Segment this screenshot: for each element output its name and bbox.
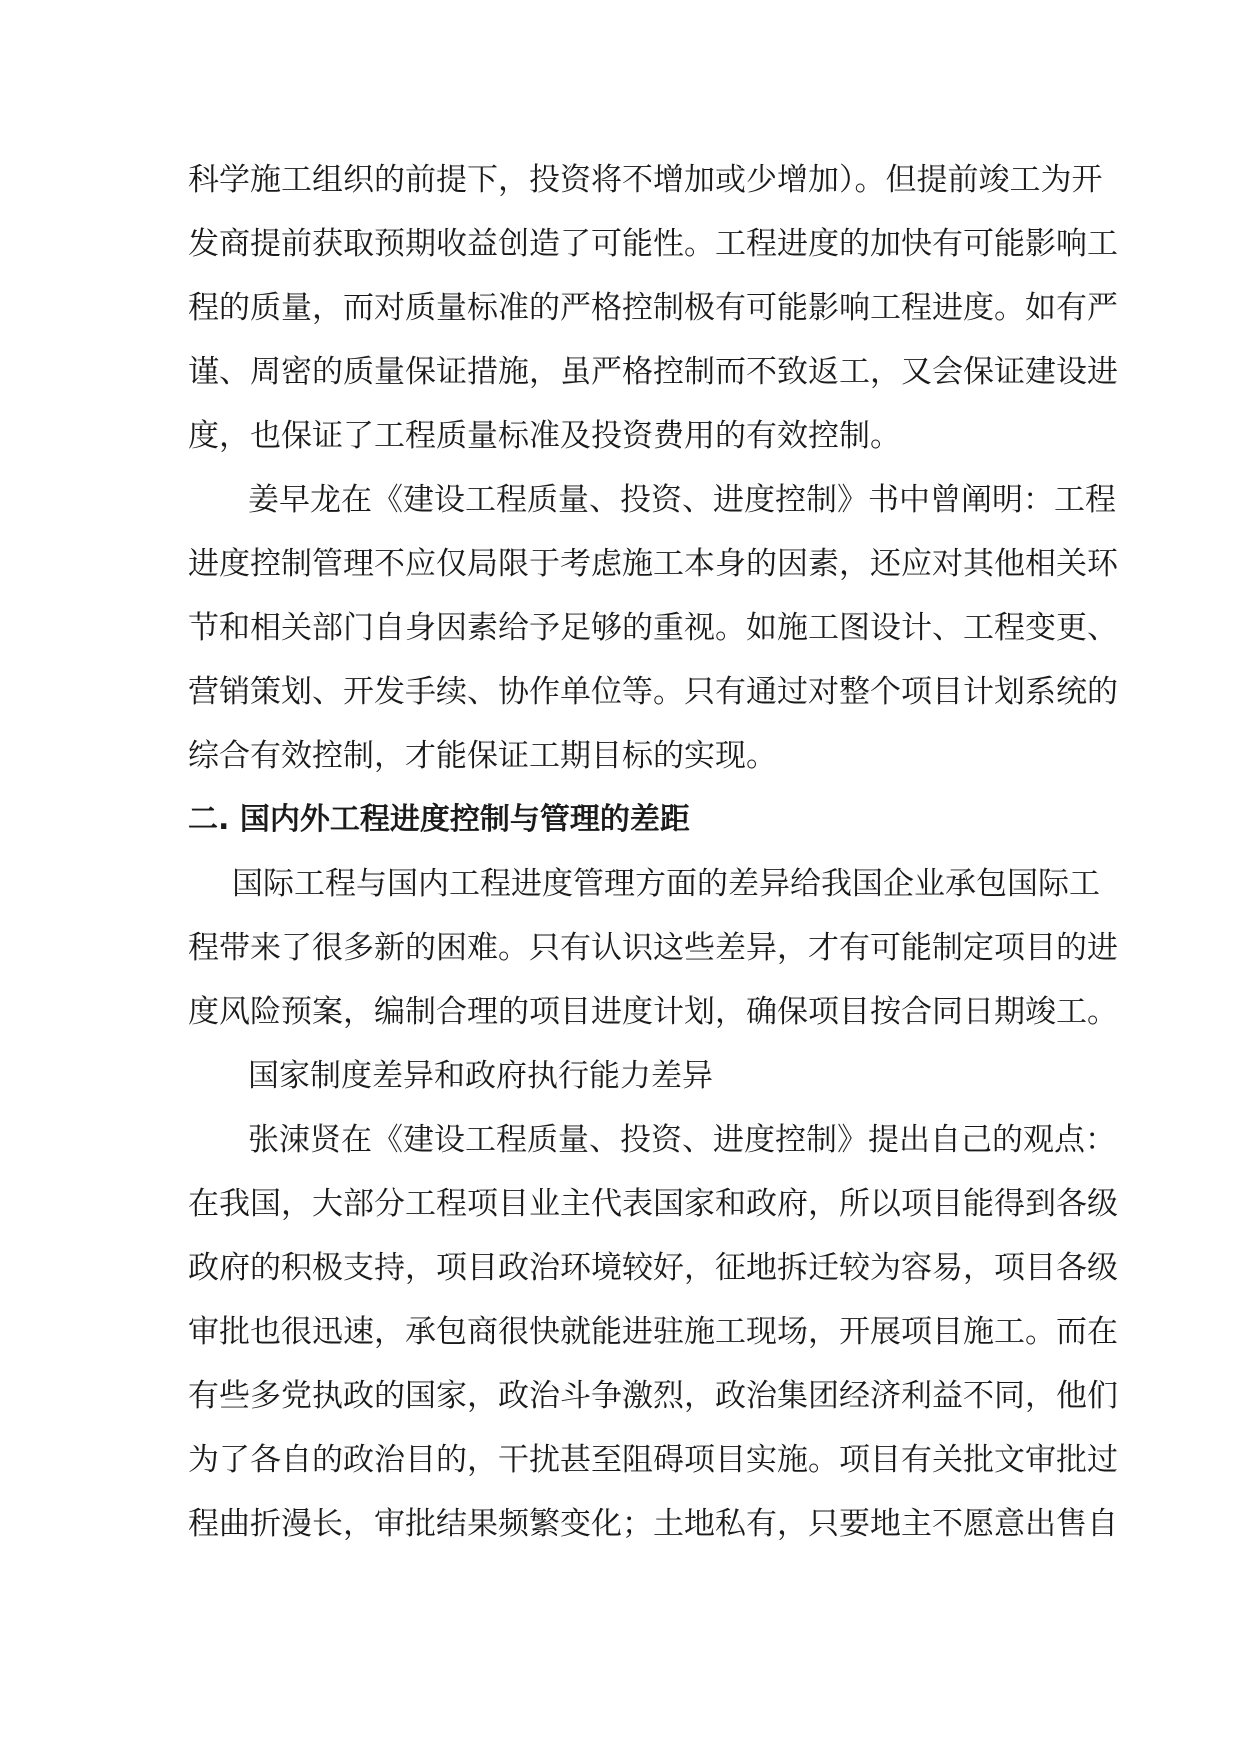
body-paragraph (188, 1108, 1118, 1556)
text-line: 谨、周密的质量保证措施，虽严格控制而不致返工，又会保证建设进 (188, 354, 1118, 390)
body-paragraph (188, 148, 1118, 468)
text-line: 度，也保证了工程质量标准及投资费用的有效控制。 (188, 418, 901, 454)
text-line: 国家制度差异和政府执行能力差异 (248, 1058, 713, 1094)
text-line: 为了各自的政治目的，干扰甚至阻碍项目实施。项目有关批文审批过 (188, 1442, 1118, 1478)
text-line: 程的质量，而对质量标准的严格控制极有可能影响工程进度。如有严 (188, 290, 1118, 326)
text-line: 国际工程与国内工程进度管理方面的差异给我国企业承包国际工 (232, 866, 1100, 902)
text-line: 度风险预案，编制合理的项目进度计划，确保项目按合同日期竣工。 (188, 994, 1118, 1030)
text-line: 综合有效控制，才能保证工期目标的实现。 (188, 738, 777, 774)
text-line: 在我国，大部分工程项目业主代表国家和政府，所以项目能得到各级 (188, 1186, 1118, 1222)
text-line: 程曲折漫长，审批结果频繁变化；土地私有，只要地主不愿意出售自 (188, 1506, 1118, 1542)
text-line: 节和相关部门自身因素给予足够的重视。如施工图设计、工程变更、 (188, 610, 1118, 646)
text-line: 政府的积极支持，项目政治环境较好，征地拆迁较为容易，项目各级 (188, 1250, 1118, 1286)
section-heading (188, 788, 1060, 852)
text-line: 有些多党执政的国家，政治斗争激烈，政治集团经济利益不同，他们 (188, 1378, 1118, 1414)
body-paragraph (188, 1044, 1060, 1108)
text-line: 姜早龙在《建设工程质量、投资、进度控制》书中曾阐明：工程 (248, 482, 1116, 518)
text-line: 发商提前获取预期收益创造了可能性。工程进度的加快有可能影响工 (188, 226, 1118, 262)
text-line: 进度控制管理不应仅局限于考虑施工本身的因素，还应对其他相关环 (188, 546, 1118, 582)
text-line: 营销策划、开发手续、协作单位等。只有通过对整个项目计划系统的 (188, 674, 1118, 710)
text-line: 程带来了很多新的困难。只有认识这些差异，才有可能制定项目的进 (188, 930, 1118, 966)
body-paragraph (188, 852, 1118, 1044)
text-line: 审批也很迅速，承包商很快就能进驻施工现场，开展项目施工。而在 (188, 1314, 1118, 1350)
body-paragraph (188, 468, 1118, 788)
text-line: 张涑贤在《建设工程质量、投资、进度控制》提出自己的观点： (248, 1122, 1116, 1158)
text-line: 科学施工组织的前提下，投资将不增加或少增加）。但提前竣工为开 (188, 162, 1103, 198)
heading-text: 二. 国内外工程进度控制与管理的差距 (188, 802, 690, 837)
document-page (188, 148, 1118, 1556)
